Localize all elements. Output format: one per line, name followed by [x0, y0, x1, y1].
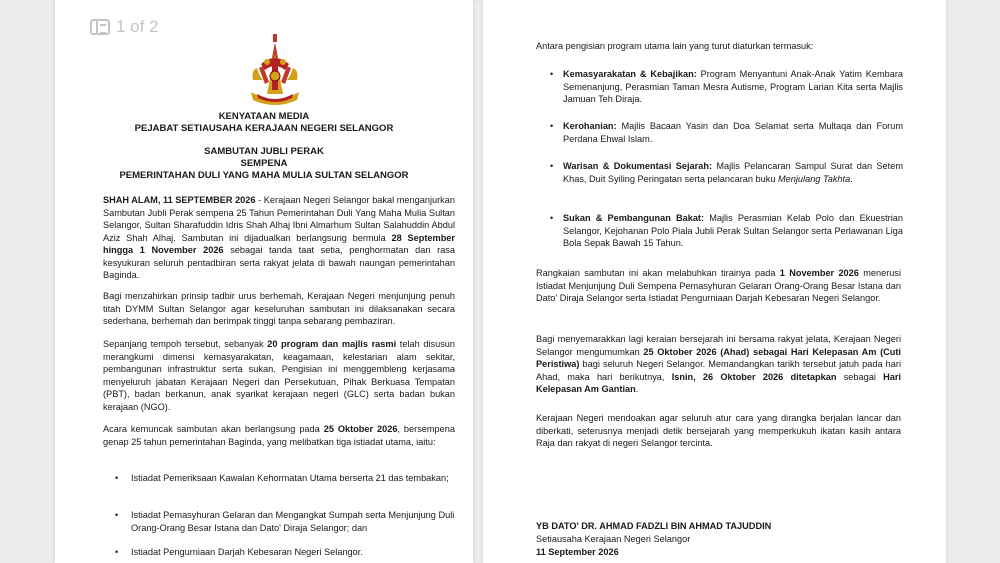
doc-title-line-3: PEMERINTAHAN DULI YANG MAHA MULIA SULTAN SELANGOR — [119, 170, 409, 181]
list-item-istiadat-1: • Istiadat Pemeriksaan Kawalan Kehormatan Utama berserta 21 das tembakan; — [115, 473, 449, 483]
doc-header-label: KENYATAAN MEDIA — [218, 111, 310, 122]
list-item-program-3: • Warisan & Dokumentasi Sejarah: Majlis Pelancaran Sampul Surat dan Setem Khas, Duit Syiling Peringatan serta pelancaran buku Menjulang Takhta. — [550, 161, 903, 184]
list-item-program-2: • Kerohanian: Majlis Bacaan Yasin dan Doa Selamat serta Multaqa dan Forum Perdana Ehwal Islam. — [550, 121, 903, 144]
doc-title-line-1: SAMBUTAN JUBLI PERAK — [204, 146, 324, 157]
programs-intro: Antara pengisian program utama lain yang turut diaturkan termasuk: — [536, 41, 814, 51]
bullet: • — [550, 121, 554, 131]
selangor-crest-logo — [245, 32, 305, 110]
doc-header-office: PEJABAT SETIAUSAHA KERAJAAN NEGERI SELANGOR — [134, 123, 394, 134]
signatory-title: Setiausaha Kerajaan Negeri Selangor — [536, 534, 691, 544]
bullet: • — [550, 161, 554, 171]
doc-title-line-2: SEMPENA — [240, 158, 288, 169]
paragraph-closing-ceremony: Rangkaian sambutan ini akan melabuhkan tirainya pada 1 November 2026 menerusi Istiadat Menjunjung Duli Sempena Pemasyhuran Gelaran Orang-Orang Besar Istana dan Dato' Diraja Selangor serta Istiadat Pengurniaan Darjah Kebesaran Negeri Selangor. — [536, 268, 901, 303]
paragraph-intro: SHAH ALAM, 11 SEPTEMBER 2026 - Kerajaan Negeri Selangor bakal menganjurkan Sambutan Jubli Perak sempena 25 Tahun Pemerintahan Duli Yang Maha Mulia Sultan Selangor, Sultan Sharafuddin Idris Shah Alhaj Ibni Almarhum Sultan Salahuddin Abdul Aziz Shah Alhaj. Sambutan ini dijadualkan berlangsung bermula 28 September hingga 1 November 2026 sebagai tanda taat setia, penghormatan dan rasa kesyukuran seluruh pentadbiran serta rakyat jelata di bawah naungan pemerintahan Baginda. — [103, 195, 456, 280]
bullet: • — [550, 213, 554, 223]
bullet: • — [115, 473, 119, 483]
paragraph-public-holiday: Bagi menyemarakkan lagi keraian bersejarah ini bersama rakyat jelata, Kerajaan Negeri Selangor mengumumkan 25 Oktober 2026 (Ahad) sebagai Hari Kelepasan Am (Cuti Peristiwa) bagi seluruh Negeri Selangor. Memandangkan tarikh tersebut jatuh pada hari Ahad, maka hari berikutnya, Isnin, 26 Oktober 2026 ditetapkan sebagai Hari Kelepasan Am Gantian. — [536, 334, 902, 394]
paragraph-highlight-event: Acara kemuncak sambutan akan berlangsung pada 25 Oktober 2026, bersempena genap 25 tahun pemerintahan Baginda, yang melibatkan tiga istiadat utama, iaitu: — [103, 424, 455, 447]
page-thumbnails-icon[interactable] — [90, 19, 110, 35]
signatory-name: YB DATO' DR. AHMAD FADZLI BIN AHMAD TAJUDDIN — [536, 521, 772, 531]
dateline: SHAH ALAM, 11 SEPTEMBER 2026 — [103, 195, 256, 205]
list-item-istiadat-3: • Istiadat Pengurniaan Darjah Kebesaran Negeri Selangor. — [115, 547, 363, 557]
page-indicator[interactable] — [90, 17, 159, 37]
list-item-program-4: • Sukan & Pembangunan Bakat: Majlis Perasmian Kelab Polo dan Ekuestrian Selangor, Kejohanan Polo Piala Jubli Perak Sultan Selangor serta Perlawanan Liga Bola Sepak Bawah 15 Tahun. — [550, 213, 903, 248]
signature-date: 11 September 2026 — [536, 547, 619, 557]
paragraph-governance: Bagi menzahirkan prinsip tadbir urus berhemah, Kerajaan Negeri menjunjung penuh titah DYMM Sultan Selangor agar keseluruhan sambutan ini dilaksanakan secara sederhana, berhemah dan berimpak tinggi tanpa sebarang pembaziran. — [103, 291, 455, 326]
document-page-2[interactable] — [483, 0, 946, 563]
page-indicator-label: 1 of 2 — [116, 17, 159, 36]
list-item-program-1: • Kemasyarakatan & Kebajikan: Program Menyantuni Anak-Anak Yatim Kembara Semenanjung, Perasmian Taman Mesra Autisme, Program Larian Kita serta Majlis Jamuan Teh Diraja. — [550, 69, 903, 104]
document-page-1[interactable] — [55, 0, 473, 563]
bullet: • — [115, 547, 119, 557]
bullet: • — [115, 510, 119, 520]
paragraph-programs: Sepanjang tempoh tersebut, sebanyak 20 program dan majlis rasmi telah disusun merangkumi dimensi kemasyarakatan, keagamaan, kelestarian alam sekitar, pembangunan infrastruktur serta sukan. Pengisian ini menggembleng kerjasama menyeluruh jabatan Kerajaan Negeri dan Persekutuan, Pihak Berkuasa Tempatan (PBT), badan berkanun, anak syarikat kerajaan negeri (GLC) serta badan bukan kerajaan (NGO). — [103, 339, 456, 412]
bullet: • — [550, 69, 554, 79]
paragraph-closing-wishes: Kerajaan Negeri mendoakan agar seluruh atur cara yang dirangka berjalan lancar dan diberkati, seterusnya menjadi detik bersejarah yang memperkukuh ikatan kasih antara Raja dan rakyat di negeri Selangor tercinta. — [536, 413, 901, 448]
list-item-istiadat-2: • Istiadat Pemasyhuran Gelaran dan Mengangkat Sumpah serta Menjunjung Duli Orang-Orang Besar Istana dan Dato' Diraja Selangor; dan — [115, 510, 455, 533]
